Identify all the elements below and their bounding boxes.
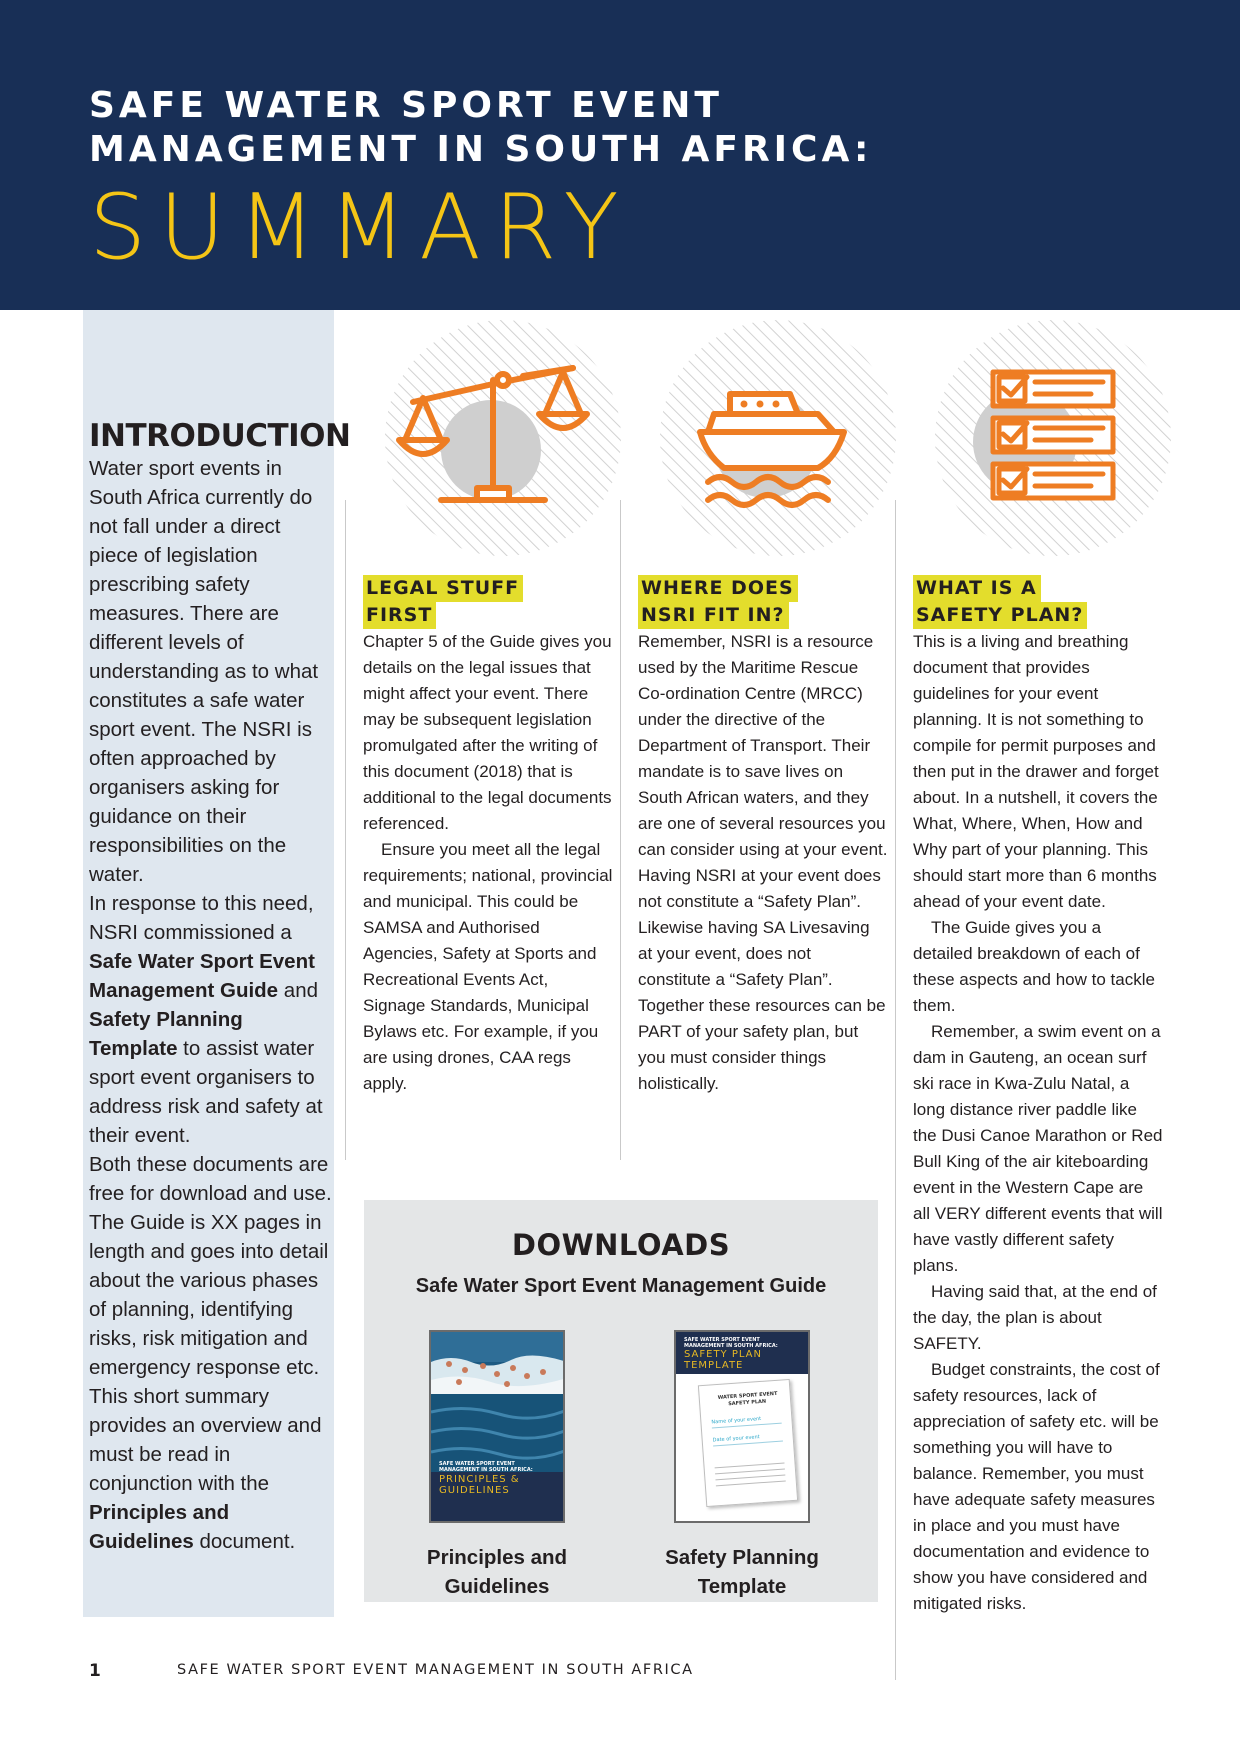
running-title: SAFE WATER SPORT EVENT MANAGEMENT IN SOUTH AFRICA — [177, 1662, 694, 1678]
divider-line — [895, 500, 896, 1680]
divider-line — [620, 500, 621, 1160]
column-heading-line-2: SAFETY PLAN? — [913, 602, 1087, 629]
column-heading-line-2: NSRI FIT IN? — [638, 602, 789, 629]
intro-p2-bold-guide: Safe Water Sport Event Management Guide — [89, 950, 315, 1002]
column-body — [638, 629, 888, 1097]
sheet-field: Date of your event — [712, 1434, 760, 1444]
intro-paragraph-1: Water sport events in South Africa currently do not fall under a direct piece of legislation prescribing safety measures. There are different levels of understanding as to what constitutes a safe water sport event. The NSRI is often approached by organisers asking for guidance on their responsibilities on the water. — [89, 457, 319, 886]
sheet-rule — [716, 1480, 786, 1486]
column-body — [363, 629, 613, 1097]
downloads-subtitle: Safe Water Sport Event Management Guide — [415, 1275, 827, 1297]
title-line-2: MANAGEMENT IN SOUTH AFRICA: — [89, 129, 873, 170]
title-line-1: SAFE WATER SPORT EVENT — [89, 85, 723, 126]
intro-paragraph-3 — [89, 1150, 333, 1556]
column-heading — [638, 575, 798, 629]
column-heading — [913, 575, 1087, 629]
intro-p2-text-d: to assist water sport event organisers to address risk and safety at their event. — [89, 1037, 323, 1147]
column-heading — [363, 575, 523, 629]
download-label-line: Guidelines — [444, 1575, 550, 1598]
sheet-rule — [715, 1474, 785, 1480]
column-heading-line-1: WHERE DOES — [638, 575, 798, 602]
downloads-title: DOWNLOADS — [511, 1228, 731, 1262]
column-paragraph: The Guide gives you a detailed breakdown of each of these aspects and how to tackle them. — [913, 918, 1155, 1015]
intro-p2-bold-template: Safety Planning Template — [89, 1008, 243, 1060]
download-cover-template[interactable] — [674, 1330, 810, 1523]
cover-small-text: MANAGEMENT IN SOUTH AFRICA: — [684, 1343, 778, 1349]
download-label-principles[interactable] — [402, 1543, 592, 1601]
download-cover-principles[interactable] — [429, 1330, 565, 1523]
column-paragraph: Remember, NSRI is a resource used by the Maritime Rescue Co-ordination Centre (MRCC) under the directive of the Department of Transport. Their mandate is to save lives on South African waters, and they are one of several resources you can consider using at your event. Having NSRI at your event does not constitute a “Safety Plan”. Likewise having SA Livesaving at your event, does not constitute a “Safety Plan”. Together these resources can be PART of your safety plan, but you must consider things holistically. — [638, 632, 888, 1093]
intro-p3-text-a: Both these documents are free for download and use. The Guide is XX pages in length and goes into detail about the various phases of planning, identifying risks, risk mitigation and emergency response etc. This short summary provides an overview and must be read in conjunction with the — [89, 1153, 332, 1495]
intro-p3-text-c: document. — [193, 1530, 296, 1553]
cover-big-text: PRINCIPLES & — [439, 1474, 520, 1485]
column-heading-line-1: LEGAL STUFF — [363, 575, 523, 602]
column-heading-line-2: FIRST — [363, 602, 436, 629]
template-sheet — [698, 1379, 798, 1507]
intro-p2-text-a: In response to this need, NSRI commissioned a — [89, 892, 314, 944]
checklist-icon — [933, 318, 1173, 558]
downloads-box — [364, 1200, 878, 1602]
intro-heading: INTRODUCTION — [89, 418, 351, 454]
column-paragraph: Chapter 5 of the Guide gives you details on the legal issues that might affect your event. There may be subsequent legislation promulgated after the writing of this document (2018) that is additional to the legal documents referenced. — [363, 632, 612, 833]
swimmers-photo — [431, 1332, 565, 1472]
sheet-rule — [715, 1463, 785, 1469]
download-label-line: Template — [697, 1575, 787, 1598]
column-body — [913, 629, 1163, 1617]
sheet-field: Name of your event — [711, 1416, 762, 1426]
title-summary: SUMMARY — [89, 175, 632, 280]
intro-text — [89, 454, 333, 1556]
divider-line — [345, 500, 346, 1160]
boat-icon — [658, 318, 898, 558]
column-paragraph: Remember, a swim event on a dam in Gauteng, an ocean surf ski race in Kwa-Zulu Natal, a long distance river paddle like the Dusi Canoe Marathon or Red Bull King of the air kiteboarding event in the Western Cape are all VERY different events that will have vastly different safety plans. — [913, 1022, 1163, 1275]
download-label-template[interactable] — [647, 1543, 837, 1601]
cover-big-text: GUIDELINES — [439, 1485, 510, 1496]
intro-paragraph-2 — [89, 889, 333, 1150]
download-label-line: Safety Planning — [665, 1546, 819, 1569]
header-banner — [0, 0, 1240, 310]
column-paragraph: Having said that, at the end of the day, the plan is about SAFETY. — [913, 1282, 1157, 1353]
column-paragraph: Ensure you meet all the legal requirements; national, provincial and municipal. This could be SAMSA and Authorised Agencies, Safety at Sports and Recreational Events Act, Signage Standards, Municipal Bylaws etc. For example, if you are using drones, CAA regs apply. — [363, 840, 613, 1093]
page-number: 1 — [89, 1661, 101, 1681]
sheet-rule — [715, 1468, 785, 1474]
intro-p3-bold: Principles and Guidelines — [89, 1501, 230, 1553]
column-paragraph: This is a living and breathing document that provides guidelines for your event planning. It is not something to compile for permit purposes and then put in the drawer and forget about. In a nutshell, it covers the What, Where, When, How and Why part of your planning. This should start more than 6 months ahead of your event date. — [913, 632, 1159, 911]
cover-small-text: MANAGEMENT IN SOUTH AFRICA: — [439, 1467, 533, 1473]
intro-p2-text-c: and — [278, 979, 318, 1002]
sheet-title: SAFETY PLAN — [728, 1398, 767, 1408]
cover-small-text: SAFE WATER SPORT EVENT — [684, 1337, 760, 1343]
column-paragraph: Budget constraints, the cost of safety resources, lack of appreciation of safety etc. will be something you will have to balance. Remember, you must have adequate safety measures in place and you must have documentation and evidence to show you have considered and mitigated risks. — [913, 1360, 1160, 1613]
scales-icon — [383, 318, 623, 558]
sheet-title: WATER SPORT EVENT — [717, 1390, 778, 1401]
column-heading-line-1: WHAT IS A — [913, 575, 1041, 602]
cover-big-text: TEMPLATE — [684, 1360, 744, 1371]
cover-big-text: SAFETY PLAN — [684, 1349, 762, 1360]
download-label-line: Principles and — [426, 1546, 568, 1569]
cover-small-text: SAFE WATER SPORT EVENT — [439, 1461, 515, 1467]
